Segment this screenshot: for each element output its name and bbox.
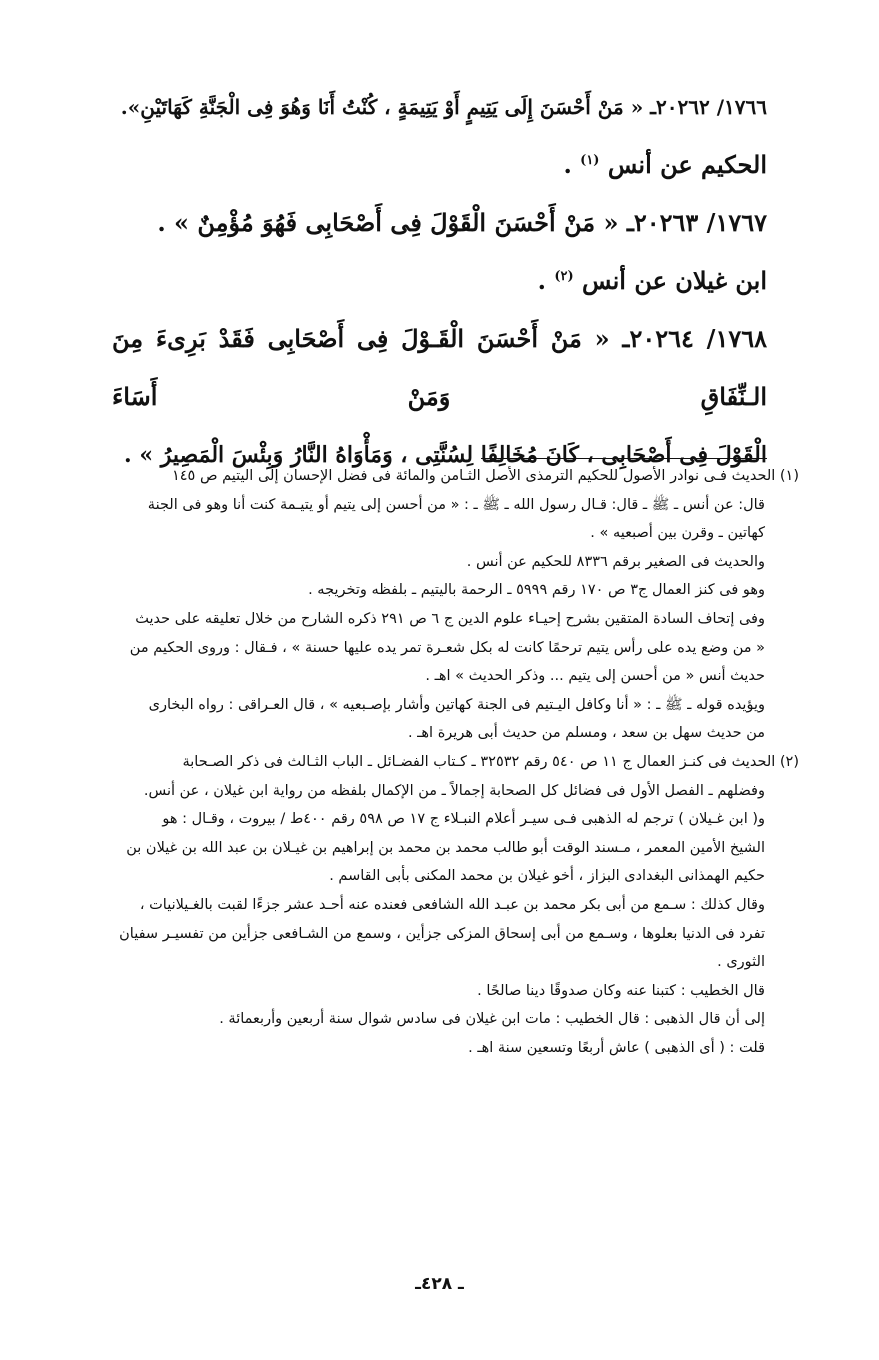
footnote-line: تفرد فى الدنيا بعلوها ، وسـمع من أبى إسحاق المزكى جزأين ، وسمع من الشـافعى جزأين من تفسيـر سفيان	[119, 925, 765, 942]
footnote-line: قلت : ( أى الذهبى ) عاش أربعًا وتسعين سنة اهـ .	[468, 1039, 765, 1056]
source-1766	[112, 136, 767, 194]
footnote-line: قال: عن أنس ـ ﷺ ـ قال: قـال رسول الله ـ ﷺ ـ : « من أحسن إلى يتيم أو يتيـمة كنت أنا وهو فى الجنة	[147, 496, 765, 513]
hadith-1768-line-2: الْقَوْلَ فِى أَصْحَابِى ، كَانَ مُخَالِفًا لِسُنَّتِى ، وَمَأْوَاهُ النَّارُ وَبِئْسَ الْمَصِيرُ » .	[124, 442, 767, 468]
period: .	[537, 266, 547, 295]
footnote-line: وفضلهم ـ الفصل الأول فى فضائل كل الصحابة إجمالاً ـ من الإكمال بلفظه من رواية ابن غيلان ، عن أنس.	[143, 782, 765, 799]
footnote-line: إلى أن قال الذهبى : قال الخطيب : مات ابن غيلان فى سادس شوال سنة أربعين وأربعمائة .	[219, 1011, 765, 1028]
footnote-ref-2[interactable]: (٢)	[554, 269, 574, 284]
period: .	[563, 150, 572, 179]
footnote-line: « من وضع يده على رأس يتيم ترحمًا كانت له بكل شعـرة تمر يده عليها حسنة » ، فـقال : وروى الحكيم من	[129, 639, 765, 656]
page-number: ـ ٤٢٨ـ	[415, 1274, 464, 1294]
footnote-line: حكيم الهمذانى البغدادى البزاز ، أخو غيلان بن محمد المكنى بأبى القاسم .	[329, 868, 765, 885]
footnote-line: وهو فى كنز العمال ج٣ ص ١٧٠ رقم ٥٩٩٩ ـ الرحمة باليتيم ـ بلفظه وتخريجه .	[308, 582, 765, 599]
footnote-line: والحديث فى الصغير برقم ٨٣٣٦ للحكيم عن أنس .	[466, 553, 765, 570]
footnote-line: الثورى .	[717, 954, 765, 971]
footnote-ref-1[interactable]: (١)	[580, 153, 600, 168]
footnote-separator	[481, 458, 767, 459]
source-text: ابن غيلان عن أنس	[582, 266, 767, 295]
footnote-line: (٢) الحديث فى كنـز العمال ج ١١ ص ٥٤٠ رقم ٣٢٥٣٢ ـ كـتاب الفضـائل ـ الباب الثـالث فى ذكر الصـحابة	[182, 753, 799, 770]
source-1767	[112, 252, 767, 310]
footnote-line: و( ابن غـيلان ) ترجم له الذهبى فـى سيـر أعلام النبـلاء ج ١٧ ص ٥٩٨ رقم ٤٠٠ط / بيروت ، وقـال : هو	[162, 811, 765, 828]
hadith-1767: ١٧٦٧/ ٢٠٢٦٣ـ « مَنْ أَحْسَنَ الْقَوْلَ فِى أَصْحَابِى فَهُوَ مُؤْمِنٌ » .	[157, 208, 767, 237]
footnote-line: قال الخطيب : كتبنا عنه وكان صدوقًا دينا صالحًا .	[477, 982, 765, 999]
hadith-1766: ١٧٦٦/ ٢٠٢٦٢ـ « مَنْ أَحْسَنَ إِلَى يَتِيمٍ أَوْ يَتِيمَةٍ ، كُنْتُ أَنَا وَهُوَ فِى الْجَنَّةِ كَهَاتَيْنِ».	[120, 95, 767, 119]
footnote-line: من حديث سهل بن سعد ، ومسلم من حديث أبى هريرة اهـ .	[407, 725, 765, 742]
footnote-line: (١) الحديث فـى نوادر الأصول للحكيم الترمذى الأصل الثـامن والمائة فى فضل الإحسان إلى اليتيم ص ١٤٥	[171, 468, 799, 484]
footnotes	[80, 462, 799, 1062]
footnote-line: وقال كذلك : سـمع من أبى بكر محمد بن عبـد الله الشافعى فعنده عنه أحـد عشر جزءًا لقبت بالغـيلانيات ،	[139, 896, 765, 913]
footnote-line: كهاتين ـ وقرن بين أصبعيه » .	[590, 525, 765, 542]
footnote-line: الشيخ الأمين المعمر ، مـسند الوقت أبو طالب محمد بن محمد بن إبراهيم بن غيـلان بن عبد الله بن غيلان بن	[126, 839, 765, 856]
footnote-line: حديث أنس « من أحسن إلى يتيم ... وذكر الحديث » اهـ .	[425, 668, 765, 685]
footnote-line: وفى إتحاف السادة المتقين بشرح إحيـاء علوم الدين ج ٦ ص ٢٩١ ذكره الشارح من خلال تعليقه على حديث	[135, 610, 765, 627]
hadith-text	[112, 78, 767, 484]
hadith-1768-line-1: ١٧٦٨/ ٢٠٢٦٤ـ « مَنْ أَحْسَنَ الْقَـوْلَ فِى أَصْحَابِى فَقَدْ بَرِىءَ مِنَ الـنِّفَاقِ وَمَنْ أَسَاءَ	[112, 324, 767, 411]
footnote-line: ويؤيده قوله ـ ﷺ ـ : « أنا وكافل اليـتيم فى الجنة كهاتين وأشار بإصـبعيه » ، قال العـراقى : رواه البخارى	[148, 696, 765, 713]
source-text: الحكيم عن أنس	[607, 150, 767, 179]
